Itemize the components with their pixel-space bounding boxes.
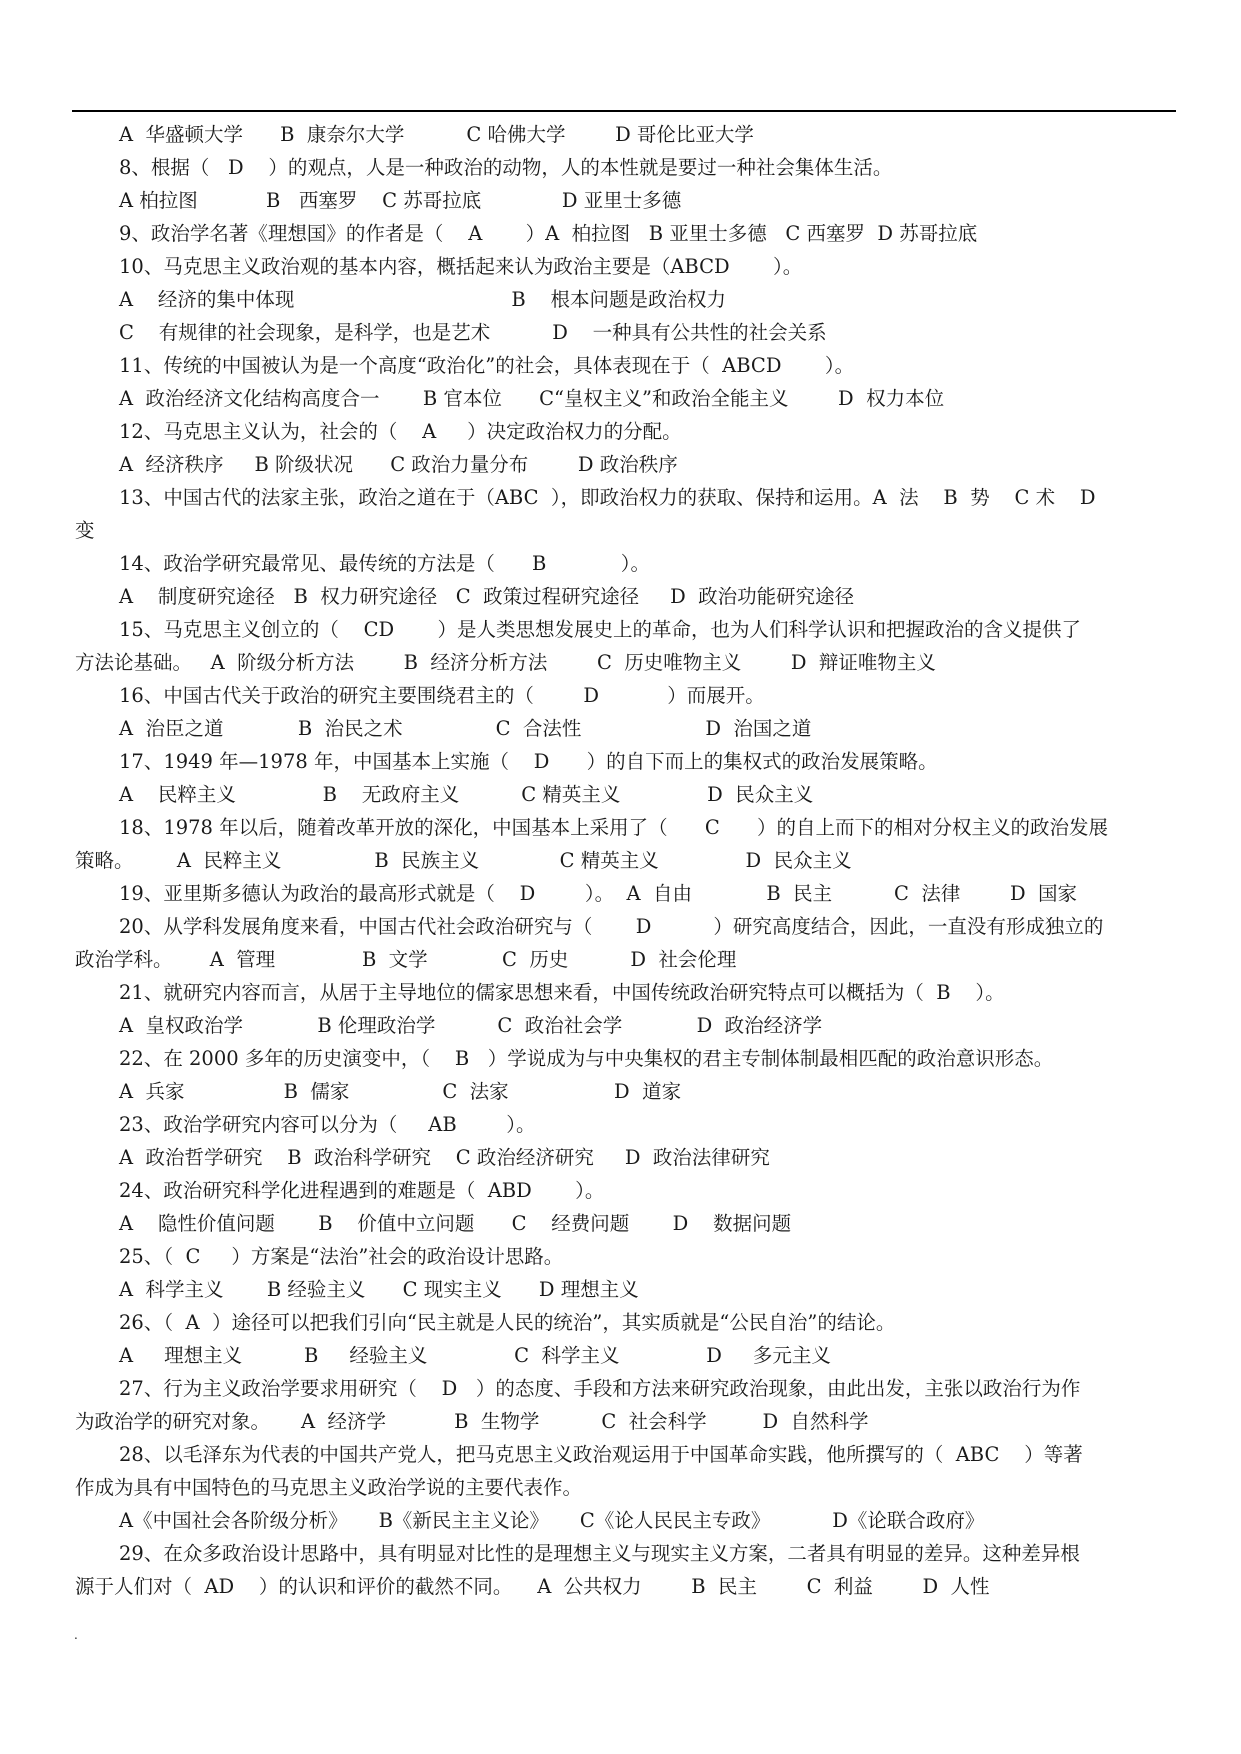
text-line: 11、传统的中国被认为是一个高度“政治化”的社会，具体表现在于（ ABCD ）。	[119, 354, 855, 377]
text-line: A 治臣之道 B 治民之术 C 合法性 D 治国之道	[119, 717, 812, 740]
text-line: 8、根据（ D ）的观点，人是一种政治的动物，人的本性就是要过一种社会集体生活。	[119, 156, 893, 179]
text-line: A《中国社会各阶级分析》 B《新民主主义论》 C《论人民民主专政》 D《论联合政府》	[119, 1509, 985, 1532]
text-line: 策略。 A 民粹主义 B 民族主义 C 精英主义 D 民众主义	[75, 849, 852, 872]
text-line: A 隐性价值问题 B 价值中立问题 C 经费问题 D 数据问题	[119, 1212, 792, 1235]
text-line: 23、政治学研究内容可以分为（ AB ）。	[119, 1113, 536, 1136]
text-line: 政治学科。 A 管理 B 文学 C 历史 D 社会伦理	[75, 948, 737, 971]
text-line: 27、行为主义政治学要求用研究（ D ）的态度、手段和方法来研究政治现象，由此出发，主张以政治行为作	[119, 1377, 1081, 1400]
text-line: 13、中国古代的法家主张，政治之道在于（ABC ），即政治权力的获取、保持和运用。A 法 B 势 C 术 D	[119, 486, 1096, 509]
text-line: 25、（ C ）方案是“法治”社会的政治设计思路。	[119, 1245, 564, 1268]
text-line: A 制度研究途径 B 权力研究途径 C 政策过程研究途径 D 政治功能研究途径	[119, 585, 855, 608]
text-line: A 柏拉图 B 西塞罗 C 苏哥拉底 D 亚里士多德	[119, 189, 682, 212]
text-line: 变	[75, 519, 95, 542]
text-line: A 理想主义 B 经验主义 C 科学主义 D 多元主义	[119, 1344, 831, 1367]
text-line: 17、1949 年—1978 年，中国基本上实施（ D ）的自下而上的集权式的政治发展策略。	[119, 750, 938, 773]
text-line: A 政治哲学研究 B 政治科学研究 C 政治经济研究 D 政治法律研究	[119, 1146, 770, 1169]
text-line: 方法论基础。 A 阶级分析方法 B 经济分析方法 C 历史唯物主义 D 辩证唯物主义	[75, 651, 936, 674]
text-line: 16、中国古代关于政治的研究主要围绕君主的（ D ）而展开。	[119, 684, 765, 707]
text-line: 21、就研究内容而言，从居于主导地位的儒家思想来看，中国传统政治研究特点可以概括为（ B ）。	[119, 981, 1005, 1004]
text-line: A 经济秩序 B 阶级状况 C 政治力量分布 D 政治秩序	[119, 453, 678, 476]
text-line: 源于人们对（ AD ）的认识和评价的截然不同。 A 公共权力 B 民主 C 利益 D 人性	[75, 1575, 990, 1598]
text-line: 12、马克思主义认为，社会的（ A ）决定政治权力的分配。	[119, 420, 682, 443]
text-line: A 经济的集中体现 B 根本问题是政治权力	[119, 288, 726, 311]
text-line: A 兵家 B 儒家 C 法家 D 道家	[119, 1080, 682, 1103]
text-line: 19、亚里斯多德认为政治的最高形式就是（ D ）。 A 自由 B 民主 C 法律 D 国家	[119, 882, 1077, 905]
text-line: A 华盛顿大学 B 康奈尔大学 C 哈佛大学 D 哥伦比亚大学	[119, 123, 754, 146]
text-line: 20、从学科发展角度来看，中国古代社会政治研究与（ D ）研究高度结合，因此，一直没有形成独立的	[119, 915, 1104, 938]
text-line: 14、政治学研究最常见、最传统的方法是（ B ）。	[119, 552, 650, 575]
text-line: 10、马克思主义政治观的基本内容，概括起来认为政治主要是（ABCD ）。	[119, 255, 803, 278]
text-line: A 政治经济文化结构高度合一 B 官本位 C“皇权主义”和政治全能主义 D 权力本位	[119, 387, 945, 410]
text-line: A 皇权政治学 B 伦理政治学 C 政治社会学 D 政治经济学	[119, 1014, 823, 1037]
header-rule	[72, 110, 1176, 112]
text-line: 24、政治研究科学化进程遇到的难题是（ ABD ）。	[119, 1179, 605, 1202]
text-line: C 有规律的社会现象，是科学，也是艺术 D 一种具有公共性的社会关系	[119, 321, 827, 344]
text-line: 29、在众多政治设计思路中，具有明显对比性的是理想主义与现实主义方案，二者具有明显的差异。这种差异根	[119, 1542, 1080, 1565]
text-line: 为政治学的研究对象。 A 经济学 B 生物学 C 社会科学 D 自然科学	[75, 1410, 869, 1433]
text-line: 作成为具有中国特色的马克思主义政治学说的主要代表作。	[75, 1476, 583, 1499]
text-line: 26、（ A ）途径可以把我们引向“民主就是人民的统治”，其实质就是“公民自治”的结论。	[119, 1311, 896, 1334]
question-list	[75, 118, 1175, 1603]
text-line: 18、1978 年以后，随着改革开放的深化，中国基本上采用了（ C ）的自上而下的相对分权主义的政治发展	[119, 816, 1108, 839]
text-line: 15、马克思主义创立的（ CD ）是人类思想发展史上的革命，也为人们科学认识和把握政治的含义提供了	[119, 618, 1082, 641]
text-line: A 民粹主义 B 无政府主义 C 精英主义 D 民众主义	[119, 783, 814, 806]
footer-mark: .	[74, 1628, 78, 1642]
text-line: 22、在 2000 多年的历史演变中，（ B ）学说成为与中央集权的君主专制体制最相匹配的政治意识形态。	[119, 1047, 1054, 1070]
text-line: A 科学主义 B 经验主义 C 现实主义 D 理想主义	[119, 1278, 639, 1301]
text-line: 9、政治学名著《理想国》的作者是（ A ）A 柏拉图 B 亚里士多德 C 西塞罗 D 苏哥拉底	[119, 222, 978, 245]
text-line: 28、以毛泽东为代表的中国共产党人，把马克思主义政治观运用于中国革命实践，他所撰写的（ ABC ）等著	[119, 1443, 1083, 1466]
